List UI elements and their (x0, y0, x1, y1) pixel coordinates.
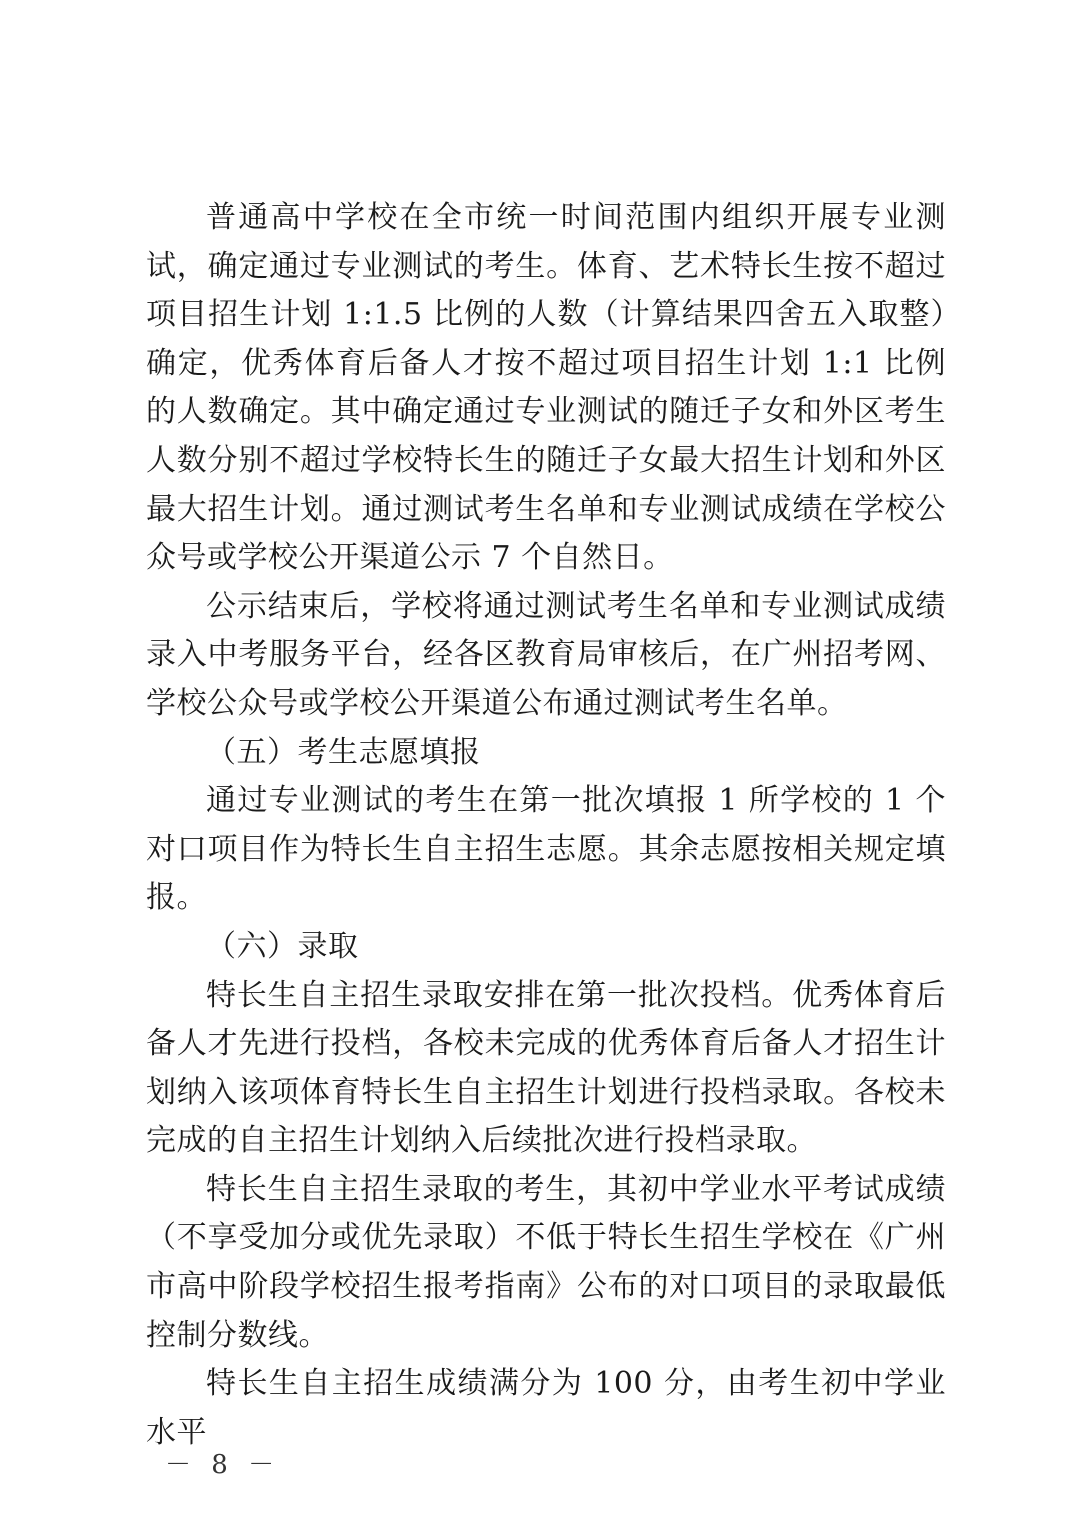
paragraph-admission-batch: 特长生自主招生录取安排在第一批次投档。优秀体育后备人才先进行投档，各校未完成的优秀体育后备人才招生计划纳入该项体育特长生自主招生计划进行投档录取。各校未完成的自主招生计划纳入后续批次进行投档录取。 (146, 977, 946, 1159)
page-number: － 8 － (165, 1450, 281, 1480)
section-heading-admission: （六）录取 (206, 928, 359, 964)
paragraph-publicity: 公示结束后，学校将通过测试考生名单和专业测试成绩录入中考服务平台，经各区教育局审核后，在广州招考网、学校公众号或学校公开渠道公布通过测试考生名单。 (146, 588, 946, 721)
paragraph-admission-score: 特长生自主招生录取的考生，其初中学业水平考试成绩（不享受加分或优先录取）不低于特长生招生学校在《广州市高中阶段学校招生报考指南》公布的对口项目的录取最低控制分数线。 (146, 1171, 946, 1353)
paragraph-professional-test: 普通高中学校在全市统一时间范围内组织开展专业测试，确定通过专业测试的考生。体育、艺术特长生按不超过项目招生计划 1:1.5 比例的人数（计算结果四舍五入取整）确定，优秀体育后备人才按不超过项目招生计划 1:1 比例的人数确定。其中确定通过专业测试的随迁子女和外区考生人数分别不超过学校特长生的随迁子女最大招生计划和外区最大招生计划。通过测试考生名单和专业测试成绩在学校公众号或学校公开渠道公示 7 个自然日。 (146, 200, 946, 576)
paragraph-application: 通过专业测试的考生在第一批次填报 1 所学校的 1 个对口项目作为特长生自主招生志愿。其余志愿按相关规定填报。 (146, 783, 946, 916)
section-heading-application: （五）考生志愿填报 (206, 734, 481, 770)
paragraph-full-score: 特长生自主招生成绩满分为 100 分，由考生初中学业水平 (146, 1366, 946, 1450)
document-body (146, 194, 946, 1457)
